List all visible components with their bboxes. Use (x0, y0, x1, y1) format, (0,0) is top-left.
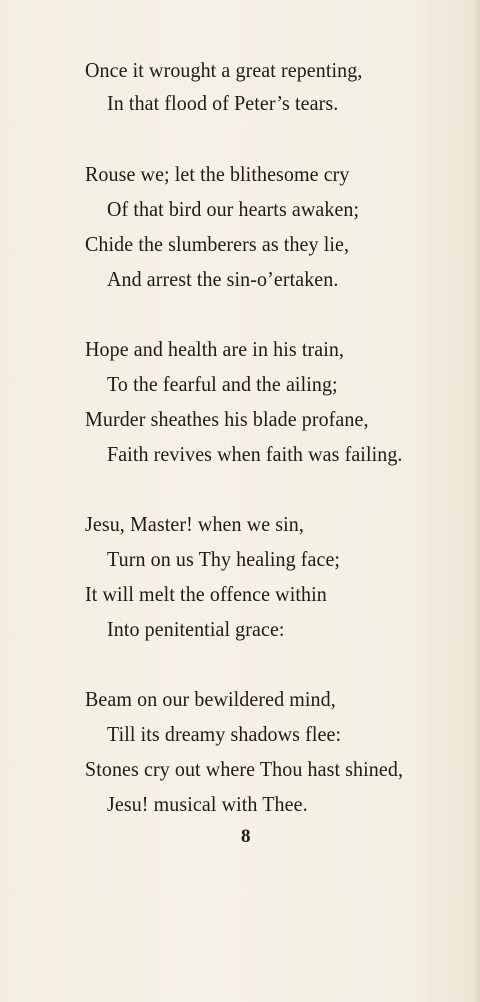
poem-line: Turn on us Thy healing face; (107, 547, 341, 571)
poem-line: Till its dreamy shadows flee: (107, 722, 342, 746)
poem-line: Jesu! musical with Thee. (107, 792, 308, 816)
poem-line: Rouse we; let the blithesome cry (85, 162, 350, 186)
poem-line: Chide the slumberers as they lie, (85, 232, 350, 256)
poem-line: Hope and health are in his train, (85, 337, 345, 361)
poem-line: Once it wrought a great repenting, (85, 58, 363, 82)
poem-line: Stones cry out where Thou hast shined, (85, 757, 404, 781)
poem-line: Jesu, Master! when we sin, (85, 512, 304, 536)
poem-line: Of that bird our hearts awaken; (107, 197, 360, 221)
poem-line: And arrest the sin-o’ertaken. (107, 267, 339, 291)
poem-line: In that flood of Peter’s tears. (107, 91, 339, 115)
page-edge-shadow (472, 0, 480, 1002)
poem-line: Faith revives when faith was failing. (107, 442, 403, 466)
poem-line: Beam on our bewildered mind, (85, 687, 336, 711)
poem-line: Murder sheathes his blade profane, (85, 407, 369, 431)
page-number: 8 (241, 826, 251, 847)
poem-line: To the fearful and the ailing; (107, 372, 338, 396)
poem-line: It will melt the offence within (85, 582, 327, 606)
poem-line: Into penitential grace: (107, 617, 285, 641)
